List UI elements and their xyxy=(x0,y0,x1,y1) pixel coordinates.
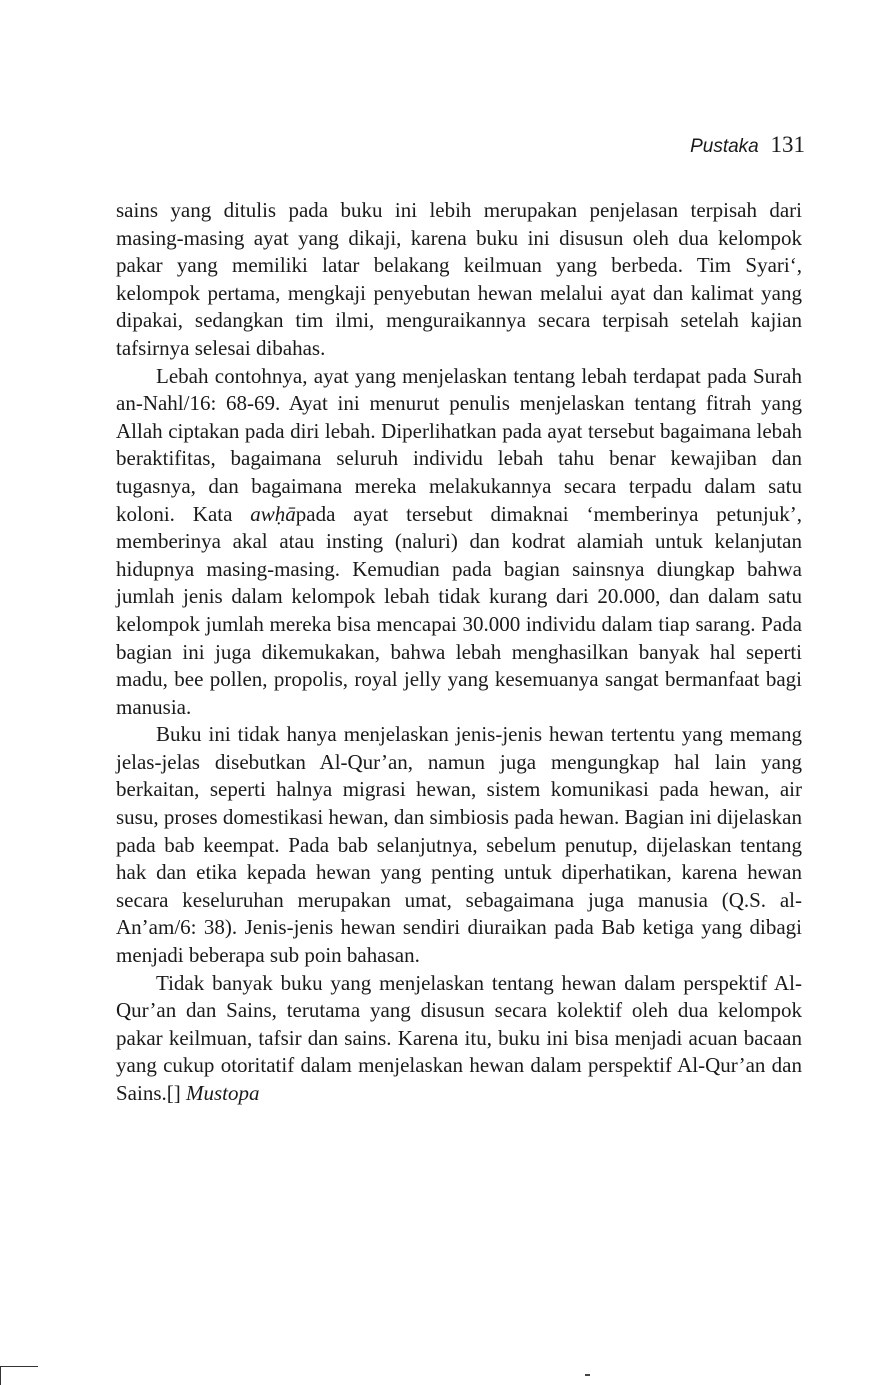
paragraph-2 xyxy=(116,363,802,722)
paragraph-2-part-1: Lebah contohnya, ayat yang menjelaskan tentang lebah terdapat pada Surah an-Nahl/16: 68-69. Ayat ini menurut penulis menjelaskan tentang fitrah yang Allah ciptakan pada diri lebah. Diperlihatkan pada ayat tersebut bagaimana lebah beraktifitas, bagaimana seluruh individu lebah tahu benar kewajiban dan tugasnya, dan bagaimana mereka melakukannya secara terpadu dalam satu koloni. Kata xyxy=(116,363,802,526)
page-header xyxy=(690,132,805,158)
running-title: Pustaka xyxy=(690,136,759,157)
crop-mark-center xyxy=(585,1374,590,1376)
paragraph-3: Buku ini tidak hanya menjelaskan jenis-jenis hewan tertentu yang memang jelas-jelas disebutkan Al-Qur’an, namun juga mengungkap hal lain yang berkaitan, seperti halnya migrasi hewan, sistem komunikasi pada hewan, air susu, proses domestikasi hewan, dan simbiosis pada hewan. Bagian ini dijelaskan pada bab keempat. Pada bab selanjutnya, sebelum penutup, dijelaskan tentang hak dan etika kepada hewan yang penting untuk diperhatikan, karena hewan secara keseluruhan merupakan umat, sebagaimana juga manusia (Q.S. al-An’am/6: 38). Jenis-jenis hewan sendiri diuraikan pada Bab ketiga yang dibagi menjadi beberapa sub poin bahasan. xyxy=(116,722,802,968)
paragraph-4 xyxy=(116,970,802,1108)
paragraph-4-text: Tidak banyak buku yang menjelaskan tentang hewan dalam perspektif Al-Qur’an dan Sains, terutama yang disusun secara kolektif oleh dua kelompok pakar keilmuan, tafsir dan sains. Karena itu, buku ini bisa menjadi acuan bacaan yang cukup otoritatif dalam menjelaskan hewan dalam perspektif Al-Qur’an dan Sains.[] xyxy=(116,970,802,1105)
article-body xyxy=(116,197,802,1108)
paragraph-1: sains yang ditulis pada buku ini lebih merupakan penjelasan terpisah dari masing-masing ayat yang dikaji, karena buku ini disusun oleh dua kelompok pakar yang memiliki latar belakang keilmuan yang berbeda. Tim Syari‘, kelompok pertama, mengkaji penyebutan hewan melalui ayat dan kalimat yang dipakai, sedangkan tim ilmi, menguraikannya secara terpisah setelah kajian tafsirnya selesai dibahas. xyxy=(116,198,802,360)
arabic-term: awḥā xyxy=(250,501,296,526)
crop-mark-left xyxy=(0,1366,38,1385)
paragraph-2-part-2: pada ayat tersebut dimaknai ‘memberinya petunjuk’, memberinya akal atau insting (naluri) dan kodrat alamiah untuk kelanjutan hidupnya masing-masing. Kemudian pada bagian sainsnya diungkap bahwa jumlah jenis dalam kelompok lebah tidak kurang dari 20.000, dan dalam satu kelompok jumlah mereka bisa mencapai 30.000 individu dalam tiap sarang. Pada bagian ini juga dikemukakan, bahwa lebah menghasilkan banyak hal seperti madu, bee pollen, propolis, royal jelly yang kesemuanya sangat bermanfaat bagi manusia. xyxy=(116,501,802,719)
author-signature: Mustopa xyxy=(186,1081,260,1105)
page-number: 131 xyxy=(770,132,805,157)
